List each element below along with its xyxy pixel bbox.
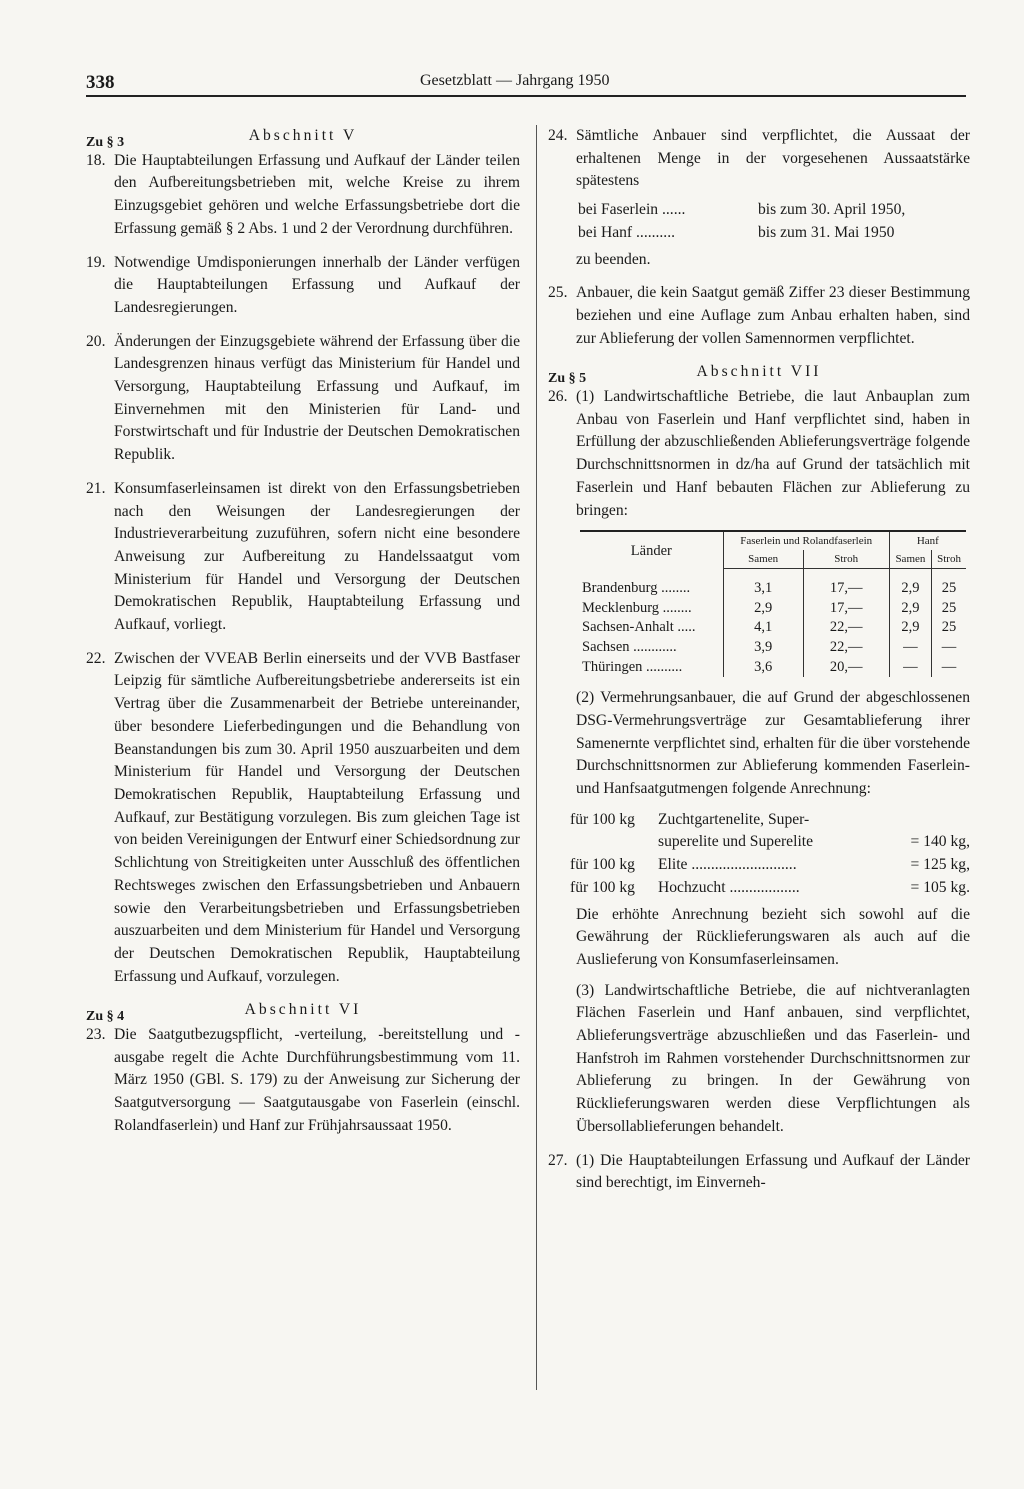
table-cell: 3,9 xyxy=(723,638,803,658)
table-cell: — xyxy=(889,638,931,658)
list-item xyxy=(548,125,970,193)
credit-class: Hochzucht .................. xyxy=(658,878,800,896)
table-row xyxy=(580,658,966,678)
table-cell: 17,— xyxy=(803,569,889,599)
item-text-end: zu beenden. xyxy=(576,250,651,268)
table-subheader: Stroh xyxy=(932,550,966,569)
list-item xyxy=(548,282,970,350)
table-cell: 2,9 xyxy=(889,569,931,599)
item-number: 27. xyxy=(548,1151,568,1169)
item-number: 21. xyxy=(86,479,106,497)
table-cell: 3,1 xyxy=(723,569,803,599)
table-cell: 25 xyxy=(932,599,966,619)
credit-base: für 100 kg xyxy=(570,810,635,828)
table-cell: 4,1 xyxy=(723,618,803,638)
table-header-group: Faserlein und Rolandfaserlein xyxy=(723,531,889,550)
table-cell: 25 xyxy=(932,569,966,599)
deadline-label: bei Faserlein ...... xyxy=(578,201,686,219)
list-item xyxy=(548,1150,970,1195)
item-number: 19. xyxy=(86,253,106,271)
table-row xyxy=(580,638,966,658)
table-row xyxy=(580,569,966,599)
list-item xyxy=(86,331,520,467)
paragraph: Die erhöhte Anrechnung bezieht sich sowohl auf die Gewährung der Rücklieferungswaren als auch auf die Auslieferung von Konsumfaserleinsamen. xyxy=(576,905,970,968)
right-column xyxy=(548,125,970,1206)
section-title: Abschnitt V xyxy=(248,127,358,144)
list-item xyxy=(86,648,520,989)
table-cell: 2,9 xyxy=(889,618,931,638)
section-reference: Zu § 4 xyxy=(86,1009,125,1025)
table-cell-land: Brandenburg ........ xyxy=(582,580,691,596)
page-number: 338 xyxy=(86,72,115,93)
item-text: Sämtliche Anbauer sind verpflichtet, die Aussaat der erhaltenen Menge in der vorgesehenen Aussaatstärke spätestens xyxy=(576,127,970,190)
credit-list xyxy=(570,809,970,900)
list-item xyxy=(86,478,520,637)
table-cell: 2,9 xyxy=(723,599,803,619)
table-row xyxy=(580,618,966,638)
item-number: 25. xyxy=(548,284,568,302)
norms-table xyxy=(580,530,966,677)
section-title: Abschnitt VII xyxy=(696,363,822,381)
table-header-land: Länder xyxy=(580,531,723,569)
table-cell: 17,— xyxy=(803,599,889,619)
credit-class: Zuchtgartenelite, Super- xyxy=(658,810,810,828)
table-cell: — xyxy=(889,658,931,678)
deadline-row xyxy=(578,199,970,222)
table-cell: — xyxy=(932,638,966,658)
credit-value: = 125 kg, xyxy=(910,856,970,874)
table-cell: — xyxy=(932,658,966,678)
item-text: Anbauer, die kein Saatgut gemäß Ziffer 23 dieser Bestimmung beziehen und eine Auflage zum Anbau erhalten haben, sind zur Ablieferung der vollen Samennormen verpflichtet. xyxy=(576,284,970,347)
deadline-value: bis zum 30. April 1950, xyxy=(758,201,906,219)
table-cell-land: Mecklenburg ........ xyxy=(582,599,692,616)
column-divider xyxy=(536,125,537,1390)
credit-row xyxy=(570,831,970,854)
item-text: Zwischen der VVEAB Berlin einerseits und der VVB Bastfaser Leipzig für sämtliche Aufbereitungsbetriebe andererseits ist ein Vertrag über die Zusammenarbeit der Betriebe untereinander, über besondere Lieferbedingungen und die Behandlung von Beanstandungen bis zum 30. April 1950 auszuarbeiten und dem Ministerium für Handel und Versorgung der Deutschen Demokratischen Republik, Hauptabteilung Erfassung und Aufkauf, zur Bestätigung vorzulegen. Bis zum gleichen Tage ist von beiden Vereinigungen der Entwurf einer Schiedsordnung zur Schlichtung von Streitigkeiten unter Ausschluß des öffentlichen Rechtsweges zwischen den Erfassungsbetrieben und Anbauern sowie den Verarbeitungsbetrieben und Erfassungsbetrieben auszuarbeiten und dem Ministerium für Handel und Versorgung der Deutschen Demokratischen Republik, Hauptabteilung Erfassung und Aufkauf, vorzulegen. xyxy=(114,649,520,985)
table-cell: 22,— xyxy=(803,638,889,658)
list-item xyxy=(86,1024,520,1138)
section-reference: Zu § 3 xyxy=(86,135,125,150)
credit-row xyxy=(570,809,970,832)
section-reference: Zu § 5 xyxy=(548,371,587,387)
credit-class: Elite ........................... xyxy=(658,856,797,874)
credit-value: = 105 kg. xyxy=(910,878,970,896)
paragraph: (3) Landwirtschaftliche Betriebe, die auf nichtveranlagten Flächen Faserlein und Hanf anbauen, sind verpflichtet, Ablieferungsverträge abzuschließen und das Faserlein- und Hanfstroh im Rahmen vorstehender Durchschnittsnormen zur Ablieferung zu bringen. In der Gewährung von Rücklieferungswaren werden diese Verpflichtungen als Übersollablieferungen behandelt. xyxy=(576,981,970,1135)
credit-class: superelite und Superelite xyxy=(658,833,814,851)
deadline-label: bei Hanf .......... xyxy=(578,223,676,241)
item-text: (1) Landwirtschaftliche Betriebe, die laut Anbauplan zum Anbau von Faserlein und Hanf verpflichtet sind, haben in Erfüllung der abzuschließenden Ablieferungsverträge folgende Durchschnittsnormen in dz/ha auf Grund der tatsächlich mit Faserlein und Hanf bebauten Flächen zur Ablieferung zu bringen: xyxy=(576,388,970,519)
table-cell: 3,6 xyxy=(723,658,803,678)
item-text: Die Hauptabteilungen Erfassung und Aufkauf der Länder teilen den Aufbereitungsbetrieben mit, welche Kreise zu ihrem Einzugsgebiet gehören und welche Erfassungsbetriebe dort die Erfassung gemäß § 2 Abs. 1 und 2 der Verordnung durchführen. xyxy=(114,151,520,237)
table-header-group: Hanf xyxy=(889,531,966,550)
credit-base: für 100 kg xyxy=(570,878,635,896)
section-heading xyxy=(548,361,970,387)
table-subheader: Stroh xyxy=(803,550,889,569)
deadline-row xyxy=(578,222,970,245)
table-cell: 2,9 xyxy=(889,599,931,619)
deadline-list xyxy=(578,199,970,244)
table-cell: 22,— xyxy=(803,618,889,638)
credit-row xyxy=(570,877,970,900)
item-number: 24. xyxy=(548,127,568,144)
item-text: Änderungen der Einzugsgebiete während der Erfassung über die Landesgrenzen hinaus verfügt das Ministerium für Handel und Versorgung, Hauptabteilung Erfassung und Aufkauf, im Einvernehmen mit den Ministerien für Land- und Forstwirtschaft und für Industrie der Deutschen Demokratischen Republik. xyxy=(114,332,520,464)
deadline-value: bis zum 31. Mai 1950 xyxy=(758,223,895,241)
paragraph: (2) Vermehrungsanbauer, die auf Grund der abgeschlossenen DSG-Vermehrungsverträge zur Gesamtablieferung ihrer Samenernte verpflichtet sind, erhalten für die über vorstehende Durchschnittsnormen zur Ablieferung kommenden Faserlein- und Hanfsaatgutmengen folgende Anrechnung: xyxy=(576,689,970,798)
credit-row xyxy=(570,854,970,877)
item-number: 20. xyxy=(86,332,106,350)
list-item xyxy=(548,386,970,522)
item-number: 22. xyxy=(86,649,106,667)
table-subheader: Samen xyxy=(723,550,803,569)
table-cell: 20,— xyxy=(803,658,889,678)
page-header-title: Gesetzblatt — Jahrgang 1950 xyxy=(420,72,610,89)
credit-value: = 140 kg, xyxy=(910,833,970,851)
section-title: Abschnitt VI xyxy=(244,1001,362,1019)
left-column xyxy=(86,125,520,1149)
header-rule xyxy=(86,95,966,97)
section-heading xyxy=(86,125,520,148)
item-number: 26. xyxy=(548,388,568,406)
item-number: 23. xyxy=(86,1026,106,1044)
list-item xyxy=(86,150,520,241)
table-row xyxy=(580,599,966,619)
table-cell-land: Thüringen .......... xyxy=(582,658,683,675)
list-item xyxy=(86,252,520,320)
credit-base: für 100 kg xyxy=(570,856,635,874)
item-number: 18. xyxy=(86,151,106,169)
section-heading xyxy=(86,999,520,1025)
item-text: Konsumfaserleinsamen ist direkt von den Erfassungsbetrieben nach den Weisungen der Landesregierungen der Industrieverarbeitung zuzuführen, sofern nicht eine besondere Anweisung zur Aufbereitung zu Handelssaatgut vom Ministerium für Handel und Versorgung der Deutschen Demokratischen Republik, Hauptabteilung Erfassung und Aufkauf, vorliegt. xyxy=(114,479,520,634)
item-text: (1) Die Hauptabteilungen Erfassung und Aufkauf der Länder sind berechtigt, im Einverneh- xyxy=(576,1151,970,1192)
item-text: Die Saatgutbezugspflicht, -verteilung, -bereitstellung und -ausgabe regelt die Achte Durchführungsbestimmung vom 11. März 1950 (GBl. S. 179) zu der Anweisung zur Sicherung der Saatgutversorgung — Saatgutausgabe von Faserlein (einschl. Rolandfaserlein) und Hanf zur Frühjahrsaussaat 1950. xyxy=(114,1026,520,1134)
table-cell: 25 xyxy=(932,618,966,638)
table-subheader: Samen xyxy=(889,550,931,569)
table-cell-land: Sachsen ............ xyxy=(582,639,677,656)
table-cell-land: Sachsen-Anhalt ..... xyxy=(582,619,696,636)
item-text: Notwendige Umdisponierungen innerhalb der Länder verfügen die Hauptabteilungen Erfassung und Aufkauf der Landesregierungen. xyxy=(114,253,520,316)
